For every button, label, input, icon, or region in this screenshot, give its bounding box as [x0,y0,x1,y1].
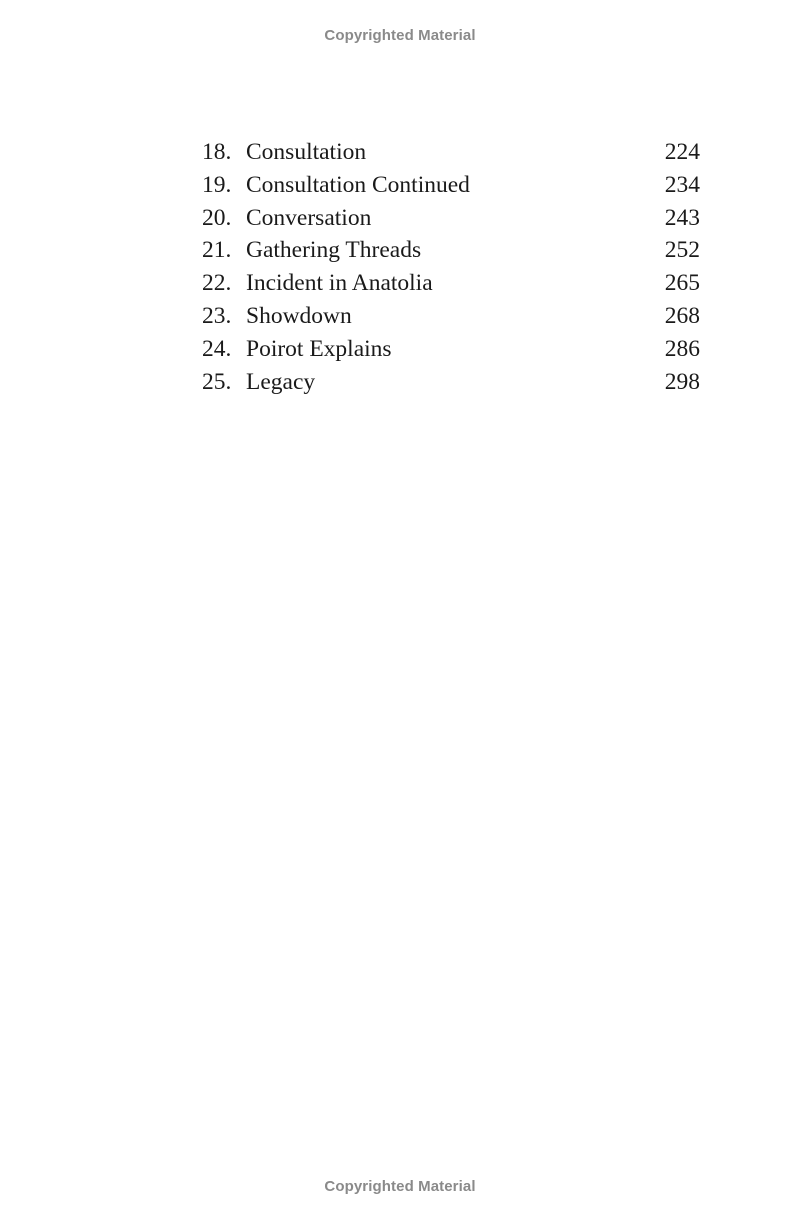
toc-entry [202,136,700,169]
chapter-number: 21. [202,237,232,264]
toc-entry [202,333,700,366]
copyright-watermark-top: Copyrighted Material [324,27,476,44]
chapter-number: 18. [202,139,232,165]
chapter-title: Legacy [246,368,316,395]
chapter-number: 22. [202,270,232,297]
chapter-title: Showdown [246,302,352,329]
toc-entry [202,169,700,202]
toc-entry [202,234,700,267]
chapter-number: 20. [202,204,232,231]
page-number: 265 [664,270,700,297]
page-number: 243 [664,204,700,231]
toc-entry [202,267,700,300]
chapter-title: Conversation [246,204,372,231]
page-number: 298 [664,368,700,395]
chapter-number: 25. [202,368,232,395]
toc-entry [202,202,700,235]
page-number: 234 [664,171,700,198]
chapter-title: Consultation Continued [246,171,470,198]
chapter-title: Incident in Anatolia [246,270,433,297]
chapter-title: Gathering Threads [246,237,422,264]
chapter-title: Poirot Explains [246,335,392,362]
table-of-contents [202,136,700,398]
page-number: 286 [664,335,700,362]
toc-entry [202,300,700,333]
chapter-title: Consultation [246,139,367,165]
page-number: 268 [664,302,700,329]
page-number: 224 [664,139,700,165]
chapter-number: 23. [202,302,232,329]
toc-entry [202,366,700,399]
chapter-number: 19. [202,171,232,198]
chapter-number: 24. [202,335,232,362]
page-number: 252 [664,237,700,264]
copyright-watermark-bottom: Copyrighted Material [324,1178,476,1195]
